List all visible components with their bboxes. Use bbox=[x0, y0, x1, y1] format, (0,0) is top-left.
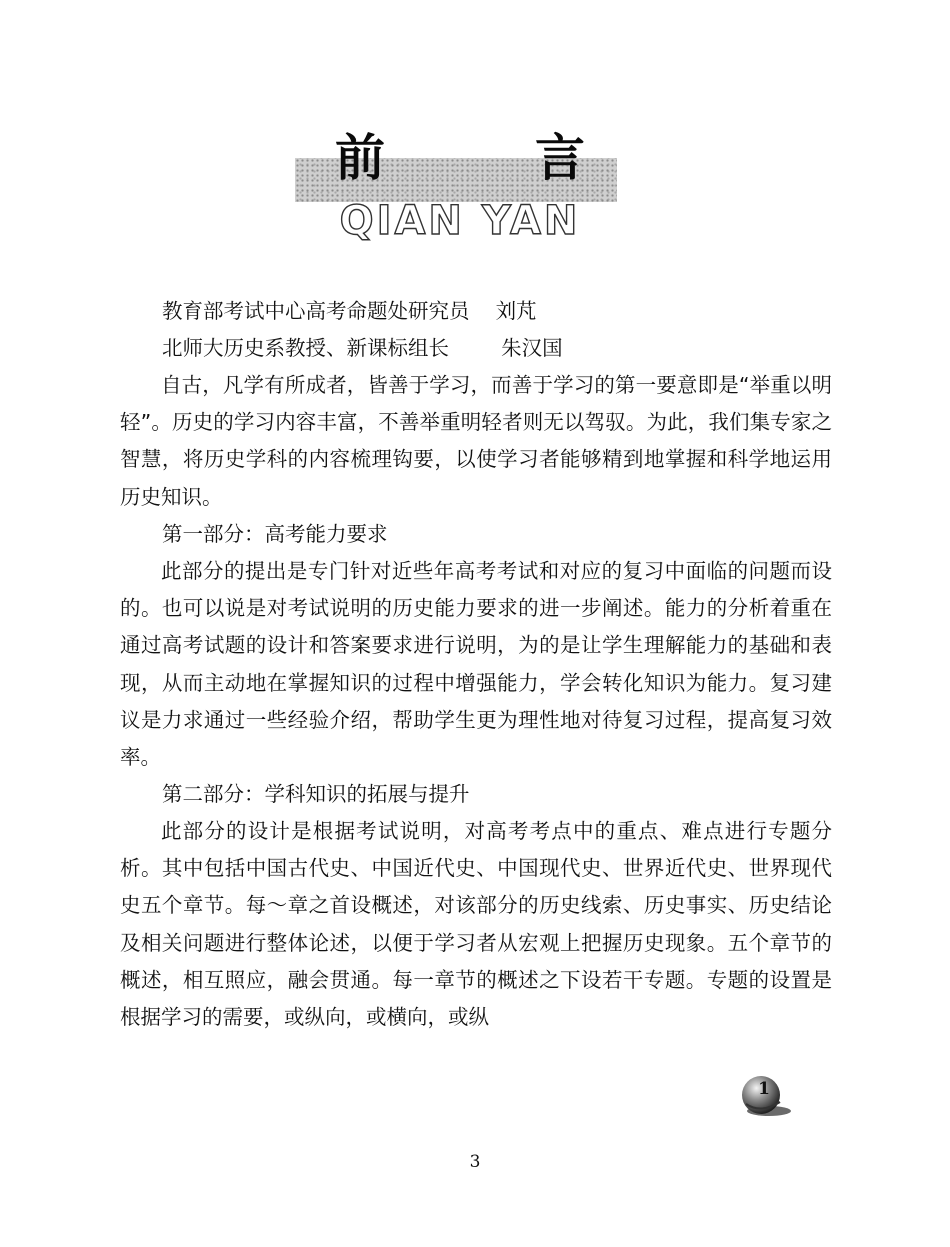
title-char-yan: 言 bbox=[535, 128, 585, 187]
title-char-qian: 前 bbox=[335, 128, 385, 187]
page-number: 3 bbox=[469, 1152, 481, 1172]
part2-heading: 第二部分：学科知识的拓展与提升 bbox=[162, 782, 470, 806]
page-title bbox=[335, 118, 585, 198]
author-line-1: 教育部考试中心高考命题处研究员 刘芃 bbox=[162, 299, 537, 323]
intro-paragraph: 自古，凡学有所成者，皆善于学习，而善于学习的第一要意即是“举重以明轻”。历史的学习内容丰富，不善举重明轻者则无以驾驭。为此，我们集专家之智慧，将历史学科的内容梳理钩要，以使学习者能够精到地掌握和科学地运用历史知识。 bbox=[120, 373, 832, 509]
corner-section-number: 1 bbox=[758, 1079, 770, 1099]
title-pinyin: QIAN YAN bbox=[339, 198, 581, 244]
part1-heading: 第一部分：高考能力要求 bbox=[162, 522, 388, 546]
part2-paragraph: 此部分的设计是根据考试说明，对高考考点中的重点、难点进行专题分析。其中包括中国古代史、中国近代史、中国现代史、世界近代史、世界现代史五个章节。每～章之首设概述，对该部分的历史线索、历史事实、历史结论及相关问题进行整体论述，以便于学习者从宏观上把握历史现象。五个章节的概述，相互照应，融会贯通。每一章节的概述之下设若干专题。专题的设置是根据学习的需要，或纵向，或横向，或纵 bbox=[120, 819, 832, 1030]
author-line-2: 北师大历史系教授、新课标组长 朱汉国 bbox=[162, 336, 563, 360]
part1-paragraph: 此部分的提出是专门针对近些年高考考试和对应的复习中面临的问题而设的。也可以说是对考试说明的历史能力要求的进一步阐述。能力的分析着重在通过高考试题的设计和答案要求进行说明，为的是让学生理解能力的基础和表现，从而主动地在掌握知识的过程中增强能力，学会转化知识为能力。复习建议是力求通过一些经验介绍，帮助学生更为理性地对待复习过程，提高复习效率。 bbox=[120, 559, 832, 770]
